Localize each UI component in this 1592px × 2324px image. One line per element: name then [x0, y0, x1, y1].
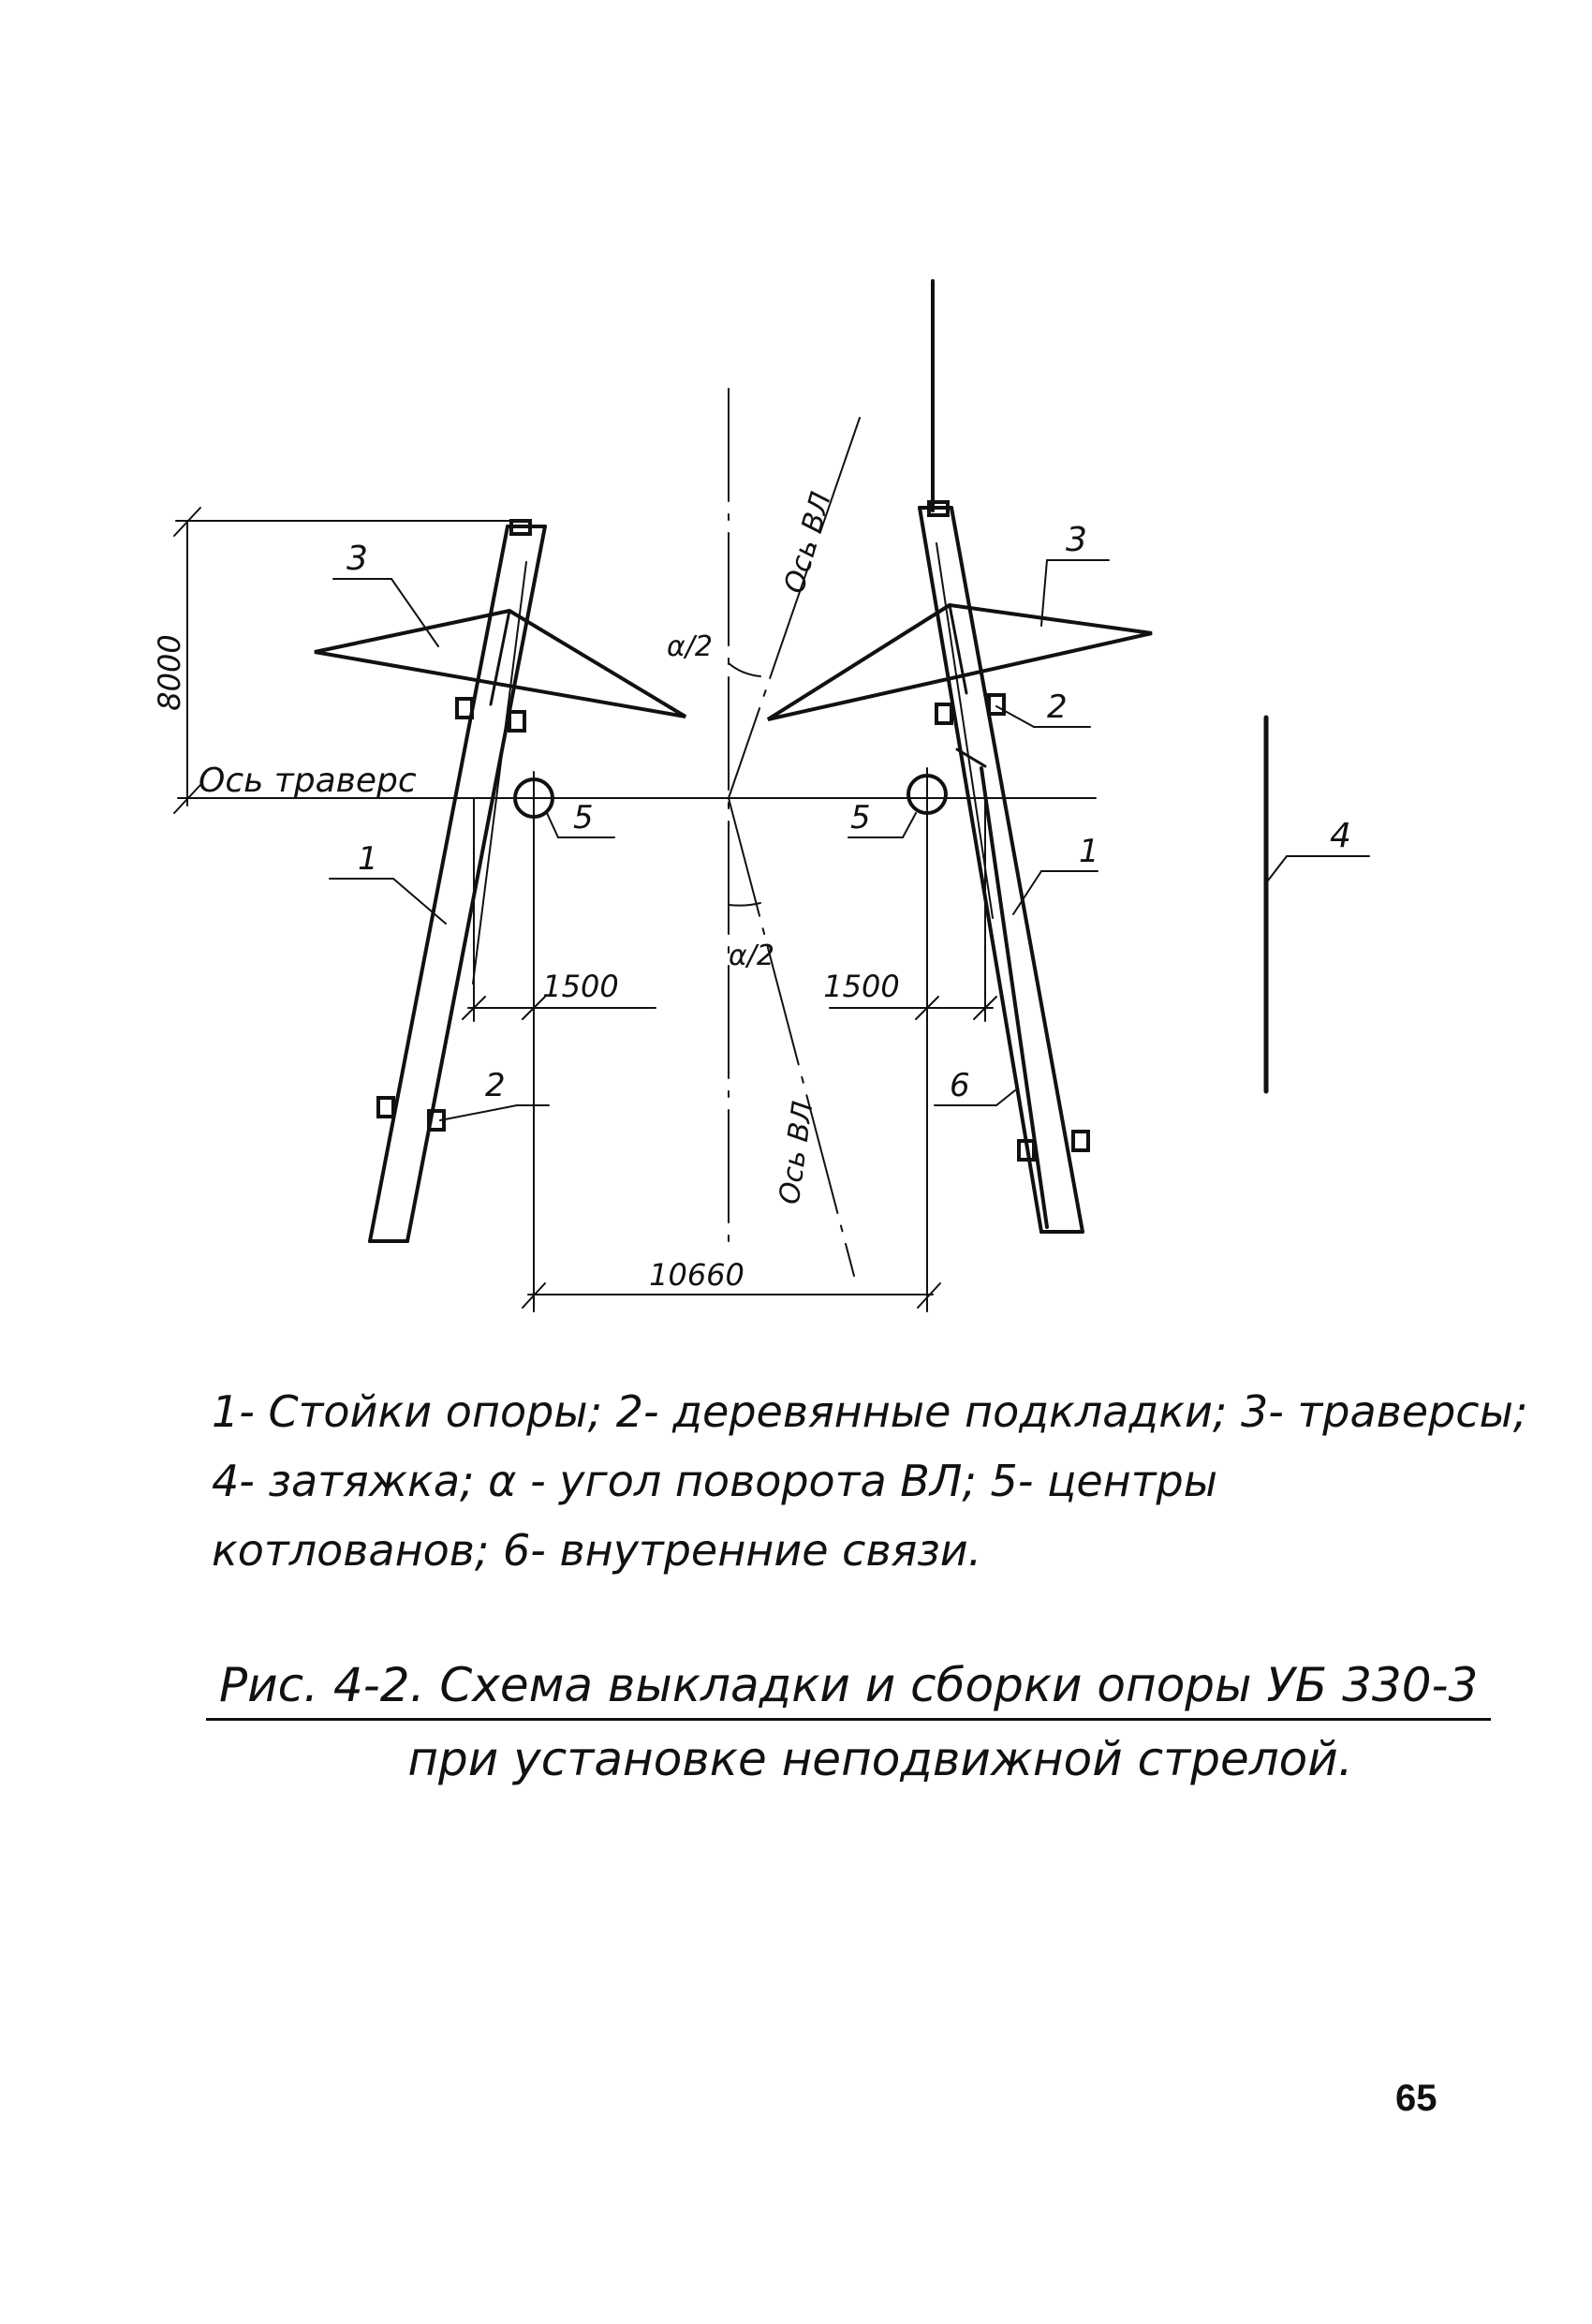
- callout-pad-right: 2: [1047, 688, 1068, 726]
- figure-caption: [206, 1658, 1479, 1786]
- line-axis-label-bottom: Ось ВЛ: [773, 1099, 820, 1206]
- caption-line-1: Рис. 4-2. Схема выкладки и сборки опоры УБ 330-3: [206, 1658, 1491, 1721]
- callout-post-left: 1: [358, 840, 378, 878]
- dimension-offset-right-label: 1500: [823, 969, 900, 1004]
- line-axis-upper: [729, 418, 860, 798]
- dimension-lines: [174, 508, 996, 1308]
- half-angle-label-top: α/2: [667, 630, 713, 663]
- traverse-axis-label: Ось траверс: [199, 762, 417, 800]
- callout-pit-right: 5: [850, 799, 871, 836]
- callout-brace: 6: [950, 1067, 970, 1104]
- dimension-span-label: 10660: [649, 1257, 744, 1293]
- callout-post-right: 1: [1079, 833, 1099, 870]
- legend-line-3: котлованов; 6- внутренние связи.: [212, 1525, 982, 1576]
- left-post-centerline: [473, 562, 526, 984]
- callout-pad-left: 2: [485, 1067, 506, 1104]
- callout-traverse-left: 3: [346, 540, 368, 578]
- caption-line-2: при установке неподвижной стрелой.: [407, 1732, 1353, 1786]
- callout-tie: 4: [1330, 817, 1351, 855]
- legend: [212, 1377, 1528, 1585]
- page-number: 65: [1395, 2078, 1437, 2119]
- half-angle-label-bottom: α/2: [729, 940, 774, 972]
- inner-brace: [981, 768, 1047, 1227]
- dimension-offset-left-label: 1500: [542, 969, 619, 1004]
- callout-pit-left: 5: [573, 799, 594, 836]
- dimension-height-label: 8000: [152, 634, 187, 711]
- line-axis-label-top: Ось ВЛ: [777, 488, 838, 598]
- legend-line-1: 1- Стойки опоры; 2- деревянные подкладки; 3- траверсы;: [212, 1386, 1528, 1437]
- callout-traverse-right: 3: [1066, 521, 1087, 559]
- legend-line-2: 4- затяжка; α - угол поворота ВЛ; 5- центры: [212, 1456, 1218, 1506]
